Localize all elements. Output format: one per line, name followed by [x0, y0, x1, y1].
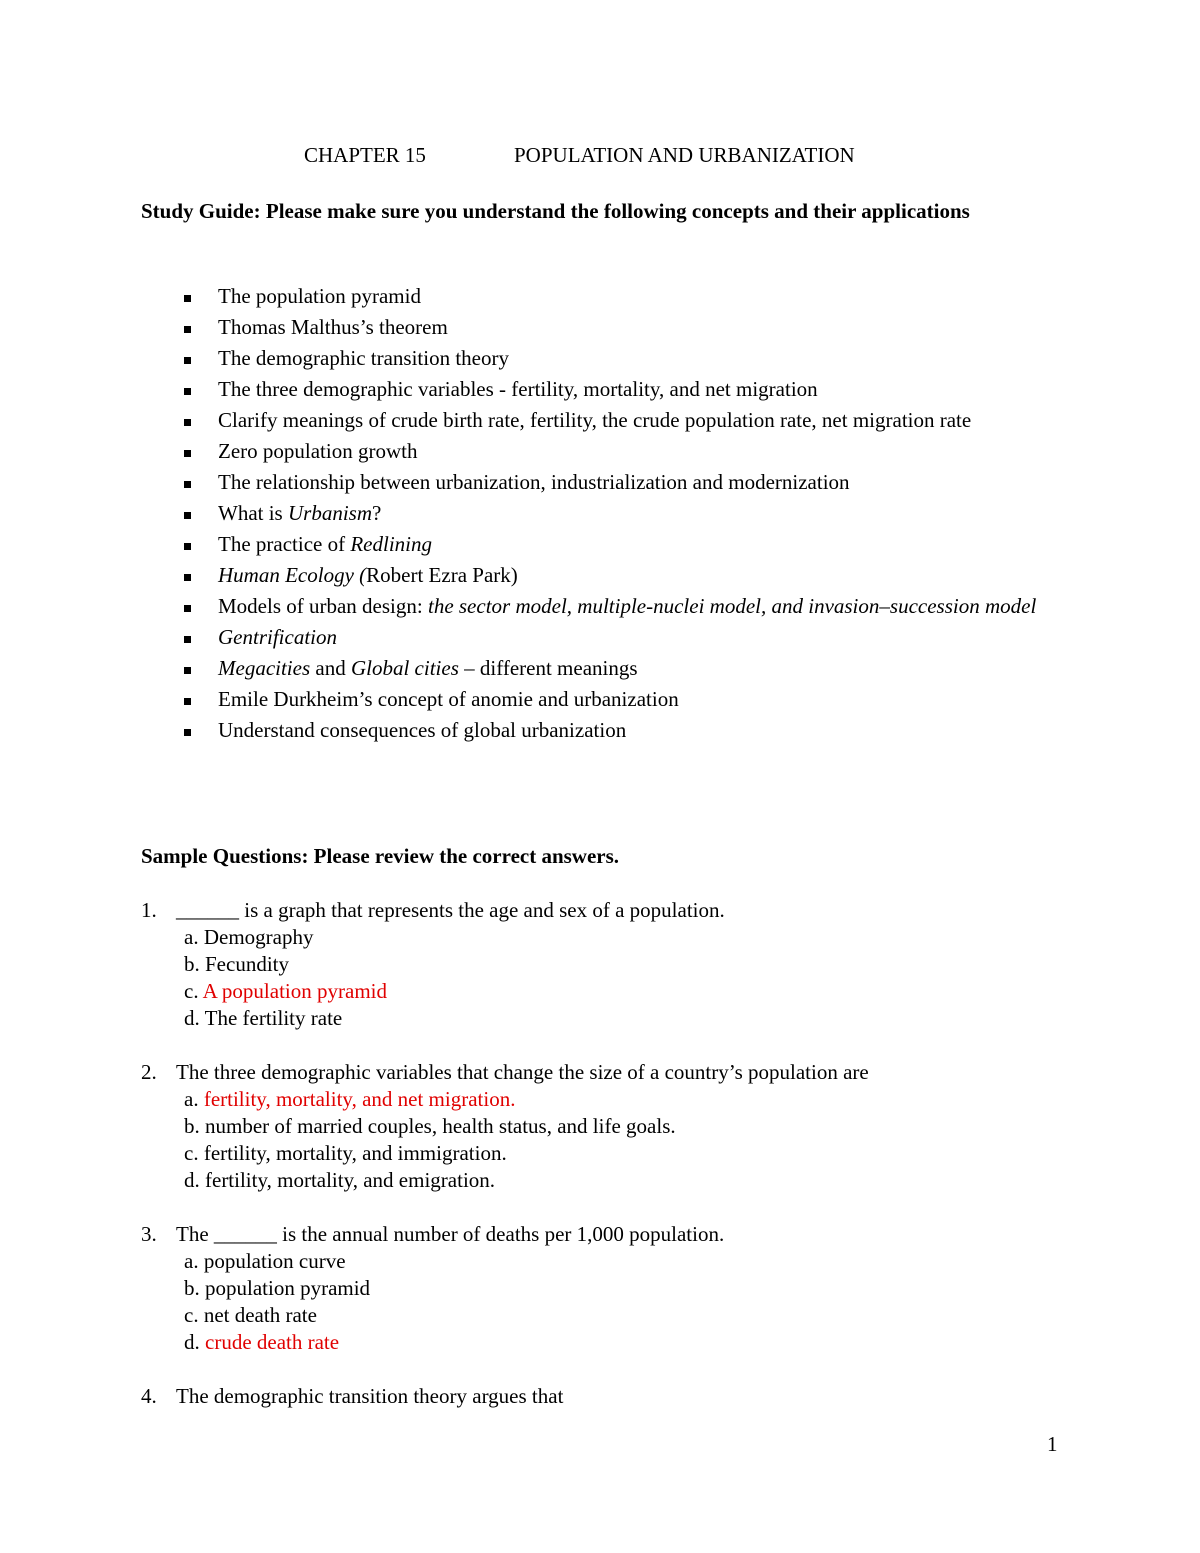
- item-text: Clarify meanings of crude birth rate, fertility, the crude population rate, net migration rate: [218, 408, 972, 432]
- square-bullet-icon: [184, 653, 191, 684]
- answer-option: [141, 924, 1041, 951]
- italic-text: Global cities: [350, 656, 459, 680]
- answer-option: [141, 1248, 1041, 1275]
- option-letter: d.: [184, 1006, 200, 1030]
- question-number: 1.: [141, 898, 157, 922]
- study-guide-item: [0, 560, 1038, 591]
- study-guide-item: [0, 374, 1038, 405]
- item-text: What is: [218, 501, 288, 525]
- study-guide-item: [0, 591, 1038, 622]
- italic-text: Urbanism: [287, 501, 372, 525]
- square-bullet-icon: [184, 281, 191, 312]
- question-text: The three demographic variables that change the size of a country’s population are: [176, 1060, 869, 1084]
- option-text: fertility, mortality, and emigration.: [205, 1168, 496, 1192]
- square-bullet-icon: [184, 498, 191, 529]
- answer-option: [141, 1005, 1041, 1032]
- italic-text: Megacities: [218, 656, 311, 680]
- square-bullet-icon: [184, 467, 191, 498]
- question-stem: [141, 1220, 1041, 1248]
- question-1: [141, 896, 1041, 1032]
- option-text: Fecundity: [205, 952, 289, 976]
- item-text: Understand consequences of global urbanization: [218, 718, 627, 742]
- study-guide-item: [0, 281, 1038, 312]
- square-bullet-icon: [184, 715, 191, 746]
- study-guide-list: [0, 281, 1200, 746]
- question-3: [141, 1220, 1041, 1356]
- correct-answer-text: A population pyramid: [202, 979, 387, 1003]
- item-text: The relationship between urbanization, industrialization and modernization: [218, 470, 850, 494]
- option-text: The fertility rate: [204, 1006, 343, 1030]
- option-letter: c.: [184, 1141, 199, 1165]
- question-2: [141, 1058, 1041, 1194]
- study-guide-item: [0, 405, 1038, 436]
- item-text: and: [310, 656, 351, 680]
- option-letter: a.: [184, 925, 199, 949]
- chapter-topic: POPULATION AND URBANIZATION: [514, 143, 855, 167]
- square-bullet-icon: [184, 591, 191, 622]
- square-bullet-icon: [184, 374, 191, 405]
- question-text: The demographic transition theory argues that: [176, 1384, 564, 1408]
- question-stem: [141, 896, 1041, 924]
- option-letter: b.: [184, 952, 200, 976]
- item-text: Robert Ezra Park): [366, 563, 518, 587]
- item-text: – different meanings: [458, 656, 638, 680]
- chapter-title: [304, 143, 855, 168]
- option-text: net death rate: [203, 1303, 317, 1327]
- italic-text: Redlining: [350, 532, 432, 556]
- chapter-number: CHAPTER 15: [304, 143, 426, 167]
- italic-text: the sector model, multiple-nuclei model, and invasion–succession model: [427, 594, 1037, 618]
- item-text: The practice of: [218, 532, 351, 556]
- italic-text: Gentrification: [218, 625, 337, 649]
- italic-text: Human Ecology (: [218, 563, 367, 587]
- square-bullet-icon: [184, 622, 191, 653]
- square-bullet-icon: [184, 684, 191, 715]
- item-text: ?: [372, 501, 382, 525]
- study-guide-heading: Study Guide: Please make sure you understand the following concepts and their applications: [141, 199, 970, 223]
- option-letter: a.: [184, 1249, 199, 1273]
- answer-option: [141, 1140, 1041, 1167]
- option-letter: a.: [184, 1087, 199, 1111]
- option-text: population curve: [203, 1249, 346, 1273]
- answer-option: [141, 1275, 1041, 1302]
- answer-option: [141, 1086, 1041, 1113]
- square-bullet-icon: [184, 312, 191, 343]
- item-text: Emile Durkheim’s concept of anomie and urbanization: [218, 687, 679, 711]
- study-guide-item: [0, 467, 1038, 498]
- page-number: 1: [1047, 1432, 1058, 1456]
- option-text: Demography: [203, 925, 314, 949]
- item-text: The three demographic variables - fertility, mortality, and net migration: [218, 377, 818, 401]
- item-text: Models of urban design:: [218, 594, 428, 618]
- answer-option: [141, 1329, 1041, 1356]
- study-guide-item: [0, 312, 1038, 343]
- question-number: 4.: [141, 1384, 157, 1408]
- square-bullet-icon: [184, 436, 191, 467]
- answer-option: [141, 1302, 1041, 1329]
- study-guide-item: [0, 343, 1038, 374]
- option-letter: c.: [184, 1303, 199, 1327]
- answer-option: [141, 951, 1041, 978]
- option-letter: d.: [184, 1330, 200, 1354]
- option-text: population pyramid: [205, 1276, 371, 1300]
- study-guide-item: [0, 529, 1038, 560]
- study-guide-item: [0, 622, 1038, 653]
- correct-answer-text: crude death rate: [205, 1330, 340, 1354]
- question-text: The ______ is the annual number of deaths per 1,000 population.: [176, 1222, 725, 1246]
- square-bullet-icon: [184, 529, 191, 560]
- item-text: Thomas Malthus’s theorem: [218, 315, 448, 339]
- option-letter: d.: [184, 1168, 200, 1192]
- option-letter: b.: [184, 1276, 200, 1300]
- option-text: number of married couples, health status, and life goals.: [205, 1114, 676, 1138]
- study-guide-item: [0, 498, 1038, 529]
- option-text: fertility, mortality, and immigration.: [203, 1141, 507, 1165]
- item-text: The population pyramid: [218, 284, 421, 308]
- question-stem: [141, 1058, 1041, 1086]
- question-number: 3.: [141, 1222, 157, 1246]
- study-guide-item: [0, 715, 1038, 746]
- option-letter: c.: [184, 979, 199, 1003]
- square-bullet-icon: [184, 560, 191, 591]
- study-guide-item: [0, 653, 1038, 684]
- answer-option: [141, 1113, 1041, 1140]
- square-bullet-icon: [184, 343, 191, 374]
- question-number: 2.: [141, 1060, 157, 1084]
- question-4: [141, 1382, 1041, 1410]
- question-stem: [141, 1382, 1041, 1410]
- question-text: ______ is a graph that represents the age and sex of a population.: [176, 898, 725, 922]
- answer-option: [141, 978, 1041, 1005]
- sample-questions-heading: Sample Questions: Please review the correct answers.: [141, 844, 620, 868]
- option-letter: b.: [184, 1114, 200, 1138]
- item-text: Zero population growth: [218, 439, 418, 463]
- answer-option: [141, 1167, 1041, 1194]
- study-guide-item: [0, 684, 1038, 715]
- square-bullet-icon: [184, 405, 191, 436]
- item-text: The demographic transition theory: [218, 346, 509, 370]
- correct-answer-text: fertility, mortality, and net migration.: [203, 1087, 516, 1111]
- study-guide-item: [0, 436, 1038, 467]
